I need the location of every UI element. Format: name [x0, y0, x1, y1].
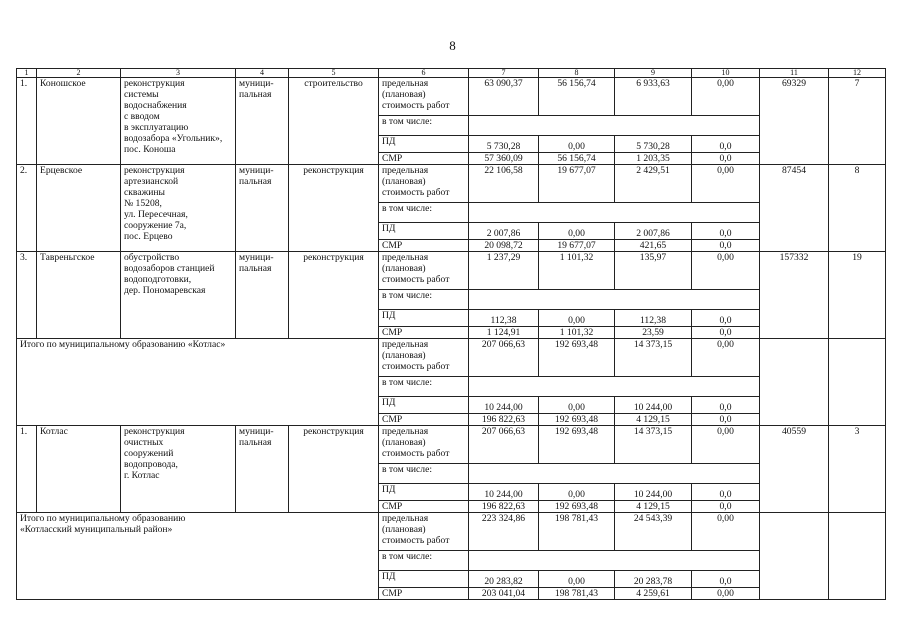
col-header: 12	[829, 69, 886, 78]
pd-regional: 10 244,00	[615, 484, 692, 501]
smr-regional: 1 203,35	[615, 153, 692, 165]
pd-regional: 112,38	[615, 310, 692, 327]
cost-regional: 14 373,15	[615, 426, 692, 464]
indicator-rank: 8	[829, 165, 886, 252]
pd-regional: 5 730,28	[615, 136, 692, 153]
cost-planned-label: предельная (плановая) стоимость работ	[379, 252, 469, 290]
work-type: строительство	[289, 78, 379, 165]
pd-regional: 20 283,78	[615, 571, 692, 588]
object-name: реконструкция очистных сооружений водопровода, г. Котлас	[121, 426, 236, 513]
smr-label: СМР	[379, 501, 469, 513]
column-number-row	[17, 69, 886, 78]
total-regional: 24 543,39	[615, 513, 692, 551]
pd-total: 10 244,00	[469, 484, 539, 501]
pd-federal: 0,00	[539, 484, 615, 501]
total-local: 0,00	[692, 513, 760, 551]
pd-local: 0,0	[692, 136, 760, 153]
pd-label: ПД	[379, 571, 469, 588]
cost-total: 207 066,63	[469, 426, 539, 464]
col-header: 4	[236, 69, 289, 78]
including-spacer	[469, 551, 760, 571]
cost-local: 0,00	[692, 426, 760, 464]
object-name: реконструкция артезианской скважины № 15208, ул. Пересечная, сооружение 7а, пос. Ерцево	[121, 165, 236, 252]
col-header: 1	[17, 69, 37, 78]
including-spacer	[469, 464, 760, 484]
settlement-name: Котлас	[37, 426, 121, 513]
total-local: 0,00	[692, 339, 760, 377]
smr-local: 0,0	[692, 327, 760, 339]
ownership-type: муници- пальная	[236, 252, 289, 339]
col-header: 6	[379, 69, 469, 78]
pd-label: ПД	[379, 223, 469, 240]
object-row	[17, 426, 886, 464]
work-type: реконструкция	[289, 252, 379, 339]
rank-empty	[829, 513, 886, 600]
work-type: реконструкция	[289, 165, 379, 252]
smr-regional: 4 129,15	[615, 414, 692, 426]
pd-total: 20 283,82	[469, 571, 539, 588]
smr-label: СМР	[379, 240, 469, 252]
including-spacer	[469, 377, 760, 397]
pd-label: ПД	[379, 397, 469, 414]
cost-total: 1 237,29	[469, 252, 539, 290]
smr-local: 0,0	[692, 153, 760, 165]
object-row	[17, 78, 886, 116]
row-number: 2.	[17, 165, 37, 252]
cost-regional: 6 933,63	[615, 78, 692, 116]
cost-planned-label: предельная (плановая) стоимость работ	[379, 513, 469, 551]
rank-empty	[829, 339, 886, 426]
smr-local: 0,0	[692, 240, 760, 252]
smr-total: 57 360,09	[469, 153, 539, 165]
smr-total: 20 098,72	[469, 240, 539, 252]
indicator-value: 157332	[760, 252, 829, 339]
col-header: 10	[692, 69, 760, 78]
smr-label: СМР	[379, 414, 469, 426]
pd-label: ПД	[379, 484, 469, 501]
smr-local: 0,0	[692, 501, 760, 513]
smr-label: СМР	[379, 327, 469, 339]
cost-federal: 19 677,07	[539, 165, 615, 203]
smr-regional: 4 259,61	[615, 588, 692, 600]
pd-federal: 0,00	[539, 310, 615, 327]
smr-federal: 1 101,32	[539, 327, 615, 339]
smr-regional: 421,65	[615, 240, 692, 252]
smr-total: 196 822,63	[469, 414, 539, 426]
pd-local: 0,0	[692, 223, 760, 240]
object-name: обустройство водозаборов станцией водоподготовки, дер. Пономаревская	[121, 252, 236, 339]
pd-federal: 0,00	[539, 136, 615, 153]
including-label: в том числе:	[379, 116, 469, 136]
cost-planned-label: предельная (плановая) стоимость работ	[379, 78, 469, 116]
total-federal: 192 693,48	[539, 339, 615, 377]
col-header: 2	[37, 69, 121, 78]
pd-regional: 10 244,00	[615, 397, 692, 414]
col-header: 8	[539, 69, 615, 78]
col-header: 3	[121, 69, 236, 78]
including-spacer	[469, 290, 760, 310]
cost-regional: 2 429,51	[615, 165, 692, 203]
ownership-type: муници- пальная	[236, 78, 289, 165]
smr-federal: 198 781,43	[539, 588, 615, 600]
ownership-type: муници- пальная	[236, 426, 289, 513]
total-regional: 14 373,15	[615, 339, 692, 377]
smr-federal: 19 677,07	[539, 240, 615, 252]
cost-federal: 1 101,32	[539, 252, 615, 290]
including-label: в том числе:	[379, 203, 469, 223]
smr-federal: 192 693,48	[539, 414, 615, 426]
pd-total: 2 007,86	[469, 223, 539, 240]
indicator-value: 87454	[760, 165, 829, 252]
col-header: 7	[469, 69, 539, 78]
cost-planned-label: предельная (плановая) стоимость работ	[379, 426, 469, 464]
indicator-rank: 3	[829, 426, 886, 513]
pd-total: 10 244,00	[469, 397, 539, 414]
including-label: в том числе:	[379, 290, 469, 310]
pd-label: ПД	[379, 136, 469, 153]
smr-regional: 4 129,15	[615, 501, 692, 513]
smr-total: 1 124,91	[469, 327, 539, 339]
cost-total: 63 090,37	[469, 78, 539, 116]
col-header: 5	[289, 69, 379, 78]
indicator-rank: 19	[829, 252, 886, 339]
indicator-rank: 7	[829, 78, 886, 165]
cost-planned-label: предельная (плановая) стоимость работ	[379, 165, 469, 203]
settlement-name: Тавреньгское	[37, 252, 121, 339]
cost-planned-label: предельная (плановая) стоимость работ	[379, 339, 469, 377]
including-spacer	[469, 203, 760, 223]
settlement-name: Коношское	[37, 78, 121, 165]
indicator-value: 40559	[760, 426, 829, 513]
row-number: 3.	[17, 252, 37, 339]
object-row	[17, 165, 886, 203]
smr-total: 203 041,04	[469, 588, 539, 600]
investment-table	[16, 68, 886, 600]
pd-local: 0,0	[692, 571, 760, 588]
object-row	[17, 252, 886, 290]
smr-federal: 192 693,48	[539, 501, 615, 513]
including-label: в том числе:	[379, 464, 469, 484]
pd-local: 0,0	[692, 397, 760, 414]
total-label: Итого по муниципальному образованию «Котласский муниципальный район»	[17, 513, 379, 600]
page-number: 8	[449, 38, 456, 53]
cost-total: 22 106,58	[469, 165, 539, 203]
pd-federal: 0,00	[539, 397, 615, 414]
row-number: 1.	[17, 78, 37, 165]
pd-federal: 0,00	[539, 223, 615, 240]
indicator-empty	[760, 339, 829, 426]
including-spacer	[469, 116, 760, 136]
smr-federal: 56 156,74	[539, 153, 615, 165]
smr-regional: 23,59	[615, 327, 692, 339]
cost-federal: 192 693,48	[539, 426, 615, 464]
cost-local: 0,00	[692, 165, 760, 203]
indicator-value: 69329	[760, 78, 829, 165]
total-row	[17, 513, 886, 551]
indicator-empty	[760, 513, 829, 600]
col-header: 11	[760, 69, 829, 78]
smr-total: 196 822,63	[469, 501, 539, 513]
cost-local: 0,00	[692, 252, 760, 290]
work-type: реконструкция	[289, 426, 379, 513]
row-number: 1.	[17, 426, 37, 513]
ownership-type: муници- пальная	[236, 165, 289, 252]
object-name: реконструкция системы водоснабжения с вводом в эксплуатацию водозабора «Угольник», пос. Коноша	[121, 78, 236, 165]
total-cost: 207 066,63	[469, 339, 539, 377]
cost-federal: 56 156,74	[539, 78, 615, 116]
smr-label: СМР	[379, 153, 469, 165]
total-cost: 223 324,86	[469, 513, 539, 551]
settlement-name: Ерцевское	[37, 165, 121, 252]
smr-local: 0,00	[692, 588, 760, 600]
total-row	[17, 339, 886, 377]
total-federal: 198 781,43	[539, 513, 615, 551]
pd-label: ПД	[379, 310, 469, 327]
pd-regional: 2 007,86	[615, 223, 692, 240]
pd-federal: 0,00	[539, 571, 615, 588]
pd-local: 0,0	[692, 310, 760, 327]
cost-local: 0,00	[692, 78, 760, 116]
cost-regional: 135,97	[615, 252, 692, 290]
total-label: Итого по муниципальному образованию «Котлас»	[17, 339, 379, 426]
including-label: в том числе:	[379, 551, 469, 571]
smr-label: СМР	[379, 588, 469, 600]
smr-local: 0,0	[692, 414, 760, 426]
including-label: в том числе:	[379, 377, 469, 397]
pd-local: 0,0	[692, 484, 760, 501]
col-header: 9	[615, 69, 692, 78]
pd-total: 112,38	[469, 310, 539, 327]
pd-total: 5 730,28	[469, 136, 539, 153]
